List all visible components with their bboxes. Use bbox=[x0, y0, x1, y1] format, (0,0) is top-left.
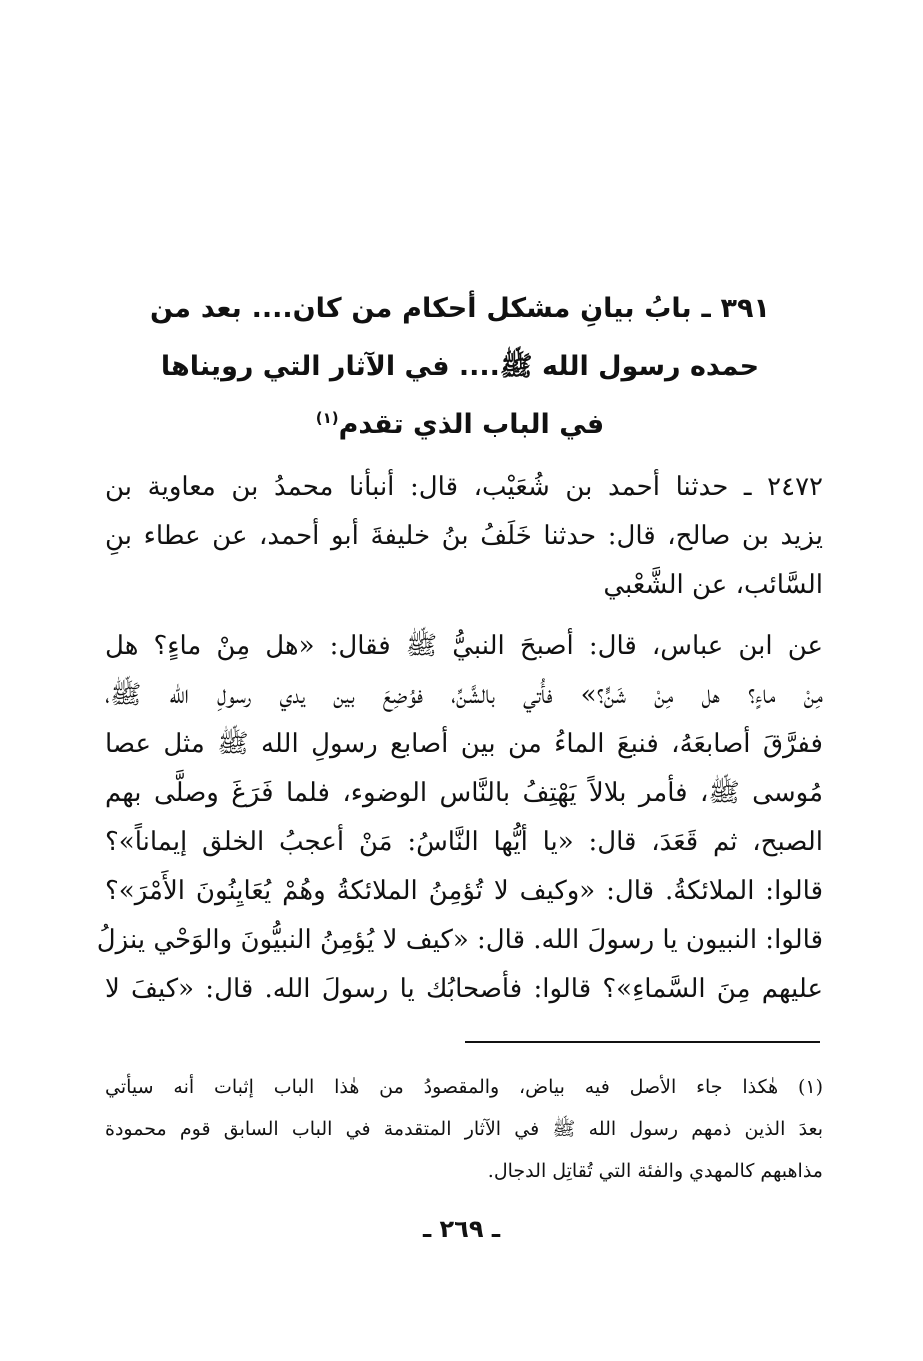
heading-line-1: ٣٩١ ـ بابُ بيانِ مشكل أحكام من كان.... بعد من bbox=[150, 293, 770, 324]
page-number: ـ ٢٦٩ ـ bbox=[422, 1215, 501, 1243]
chapter-heading bbox=[150, 280, 770, 454]
footnote-reference: (١) bbox=[315, 409, 339, 427]
matn-line: مُوسى ﷺ، فأمر بلالاً يَهْتِفُ بالنَّاس الوضوء، فلما فَرَغَ وصلَّى بهم bbox=[105, 778, 823, 808]
footnote bbox=[105, 1066, 823, 1192]
footnote-line: بعدَ الذين ذمهم رسول الله ﷺ في الآثار المتقدمة في الباب السابق قوم محمودة bbox=[105, 1118, 823, 1140]
matn-line: الصبح، ثم قَعَدَ، قال: «يا أيُّها النَّاسُ: مَنْ أعجبُ الخلق إيماناً»؟ bbox=[105, 827, 823, 857]
isnad-line: السَّائب، عن الشَّعْبي bbox=[603, 570, 823, 600]
footnote-line: مذاهبهم كالمهدي والفئة التي تُقاتِل الدجال. bbox=[487, 1160, 823, 1182]
heading-line-2: حمده رسول الله ﷺ.... في الآثار التي رويناها bbox=[160, 351, 760, 382]
isnad-line: يزيد بن صالح، قال: حدثنا خَلَفُ بنُ خليفةَ أبو أحمد، عن عطاء بنِ bbox=[105, 521, 823, 551]
matn-line: عليهم مِنَ السَّماءِ»؟ قالوا: فأصحابُك يا رسولَ الله. قال: «كيفَ لا bbox=[105, 974, 823, 1004]
heading-line-3 bbox=[150, 396, 770, 454]
matn-line: مِنْ ماءٍ؟ هل مِنْ شَنٍّ؟» فأُتي بالشَّنِّ، فوُضِعَ بين يدي رسولِ الله ﷺ، bbox=[105, 680, 823, 710]
matn-line: عن ابن عباس، قال: أصبحَ النبيُّ ﷺ فقال: «هل مِنْ ماءٍ؟ هل bbox=[105, 631, 823, 661]
hadith-text bbox=[96, 622, 823, 1014]
matn-line: ففرَّقَ أصابعَهُ، فنبعَ الماءُ من بين أصابع رسولِ الله ﷺ مثل عصا bbox=[105, 729, 823, 759]
footnote-separator bbox=[465, 1041, 820, 1043]
isnad-line: ٢٤٧٢ ـ حدثنا أحمد بن شُعَيْب، قال: أنبأنا محمدُ بن معاوية بن bbox=[105, 472, 823, 502]
matn-line: قالوا: النبيون يا رسولَ الله. قال: «كيف لا يُؤمِنُ النبيُّونَ والوَحْي ينزلُ bbox=[96, 925, 823, 955]
footnote-line: (١) هٰكذا جاء الأصل فيه بياض، والمقصودُ من هٰذا الباب إثبات أنه سيأتي bbox=[105, 1076, 823, 1098]
hadith-isnad bbox=[105, 463, 823, 610]
heading-line-3-text: في الباب الذي تقدم bbox=[338, 409, 605, 440]
matn-line: قالوا: الملائكةُ. قال: «وكيف لا تُؤمِنُ الملائكةُ وهُمْ يُعَايِنُونَ الأَمْرَ»؟ bbox=[105, 876, 823, 906]
